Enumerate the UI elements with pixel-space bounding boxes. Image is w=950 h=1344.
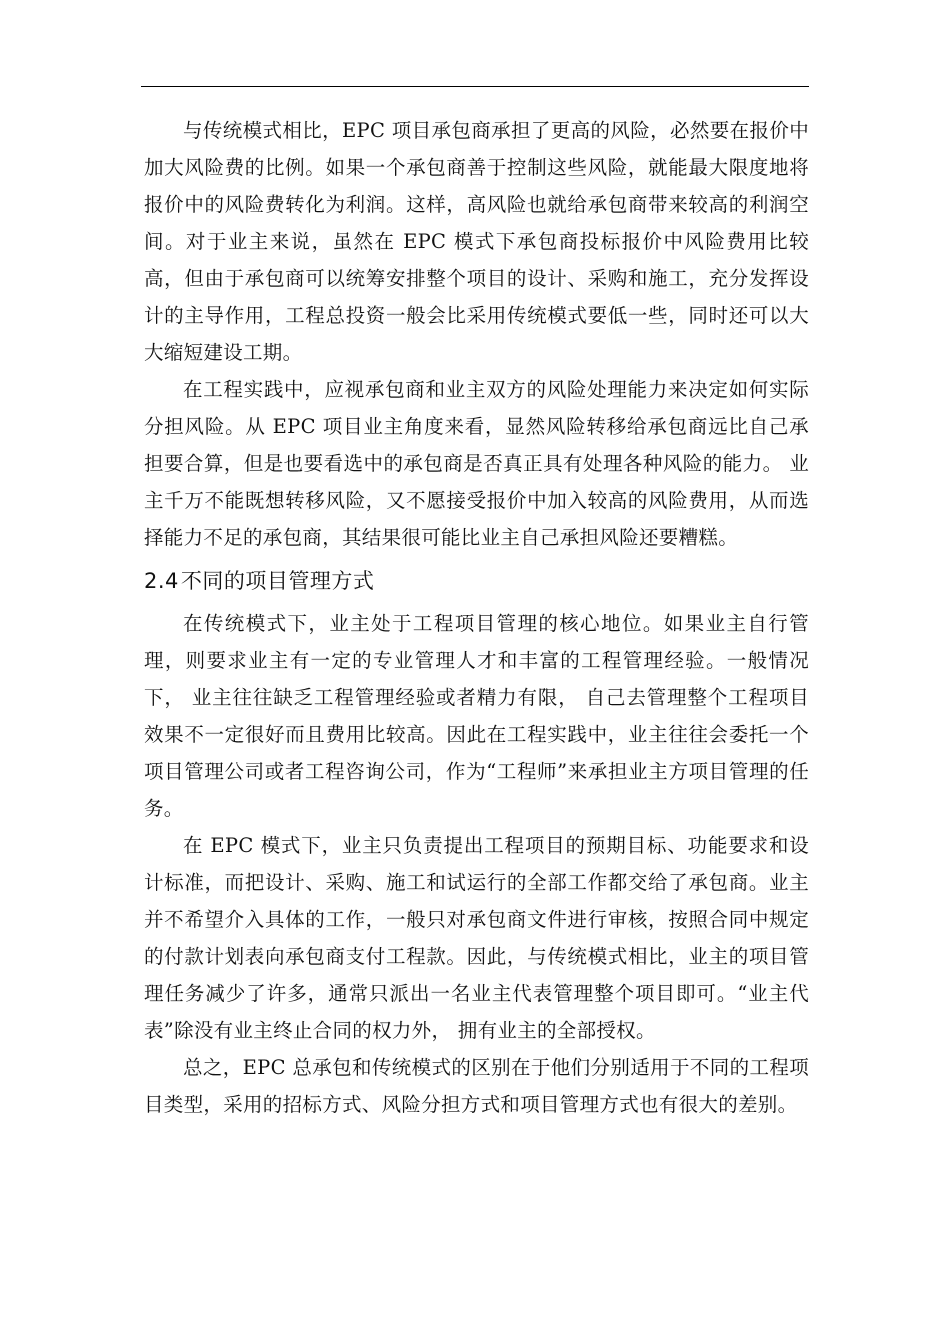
section-heading [144,561,809,601]
page-body [144,112,809,1123]
paragraph-risk-sharing: 在工程实践中，应视承包商和业主双方的风险处理能力来决定如何实际分担风险。从 EPC 项目业主角度来看，显然风险转移给承包商远比自己承担要合算，但是也要看选中的承包商是否真正具有处理各种风险的能力。 业主千万不能既想转移风险，又不愿接受报价中加入较高的风险费用，从而选择能力不足的承包商，其结果很可能比业主自己承担风险还要糟糕。 [144,378,809,549]
section-number: 2.4 [144,569,179,593]
paragraph-summary: 总之，EPC 总承包和传统模式的区别在于他们分别适用于不同的工程项目类型，采用的招标方式、风险分担方式和项目管理方式也有很大的差别。 [144,1056,809,1116]
header-rule [141,86,809,87]
paragraph-risk-comparison: 与传统模式相比，EPC 项目承包商承担了更高的风险，必然要在报价中加大风险费的比例。如果一个承包商善于控制这些风险，就能最大限度地将报价中的风险费转化为利润。这样，高风险也就给承包商带来较高的利润空间。对于业主来说，虽然在 EPC 模式下承包商投标报价中风险费用比较高，但由于承包商可以统筹安排整个项目的设计、采购和施工，充分发挥设计的主导作用，工程总投资一般会比采用传统模式要低一些，同时还可以大大缩短建设工期。 [144,119,809,364]
paragraph-traditional-mode: 在传统模式下，业主处于工程项目管理的核心地位。如果业主自行管理，则要求业主有一定的专业管理人才和丰富的工程管理经验。一般情况下， 业主往往缺乏工程管理经验或者精力有限， 自己去管理整个工程项目效果不一定很好而且费用比较高。因此在工程实践中，业主往往会委托一个项目管理公司或者工程咨询公司，作为“工程师”来承担业主方项目管理的任务。 [144,612,809,820]
section-title: 不同的项目管理方式 [180,569,375,593]
paragraph-epc-mode: 在 EPC 模式下，业主只负责提出工程项目的预期目标、功能要求和设计标准，而把设计、采购、施工和试运行的全部工作都交给了承包商。业主并不希望介入具体的工作，一般只对承包商文件进行审核，按照合同中规定的付款计划表向承包商支付工程款。因此，与传统模式相比，业主的项目管理任务减少了许多，通常只派出一名业主代表管理整个项目即可。“业主代表”除没有业主终止合同的权力外， 拥有业主的全部授权。 [144,834,809,1042]
